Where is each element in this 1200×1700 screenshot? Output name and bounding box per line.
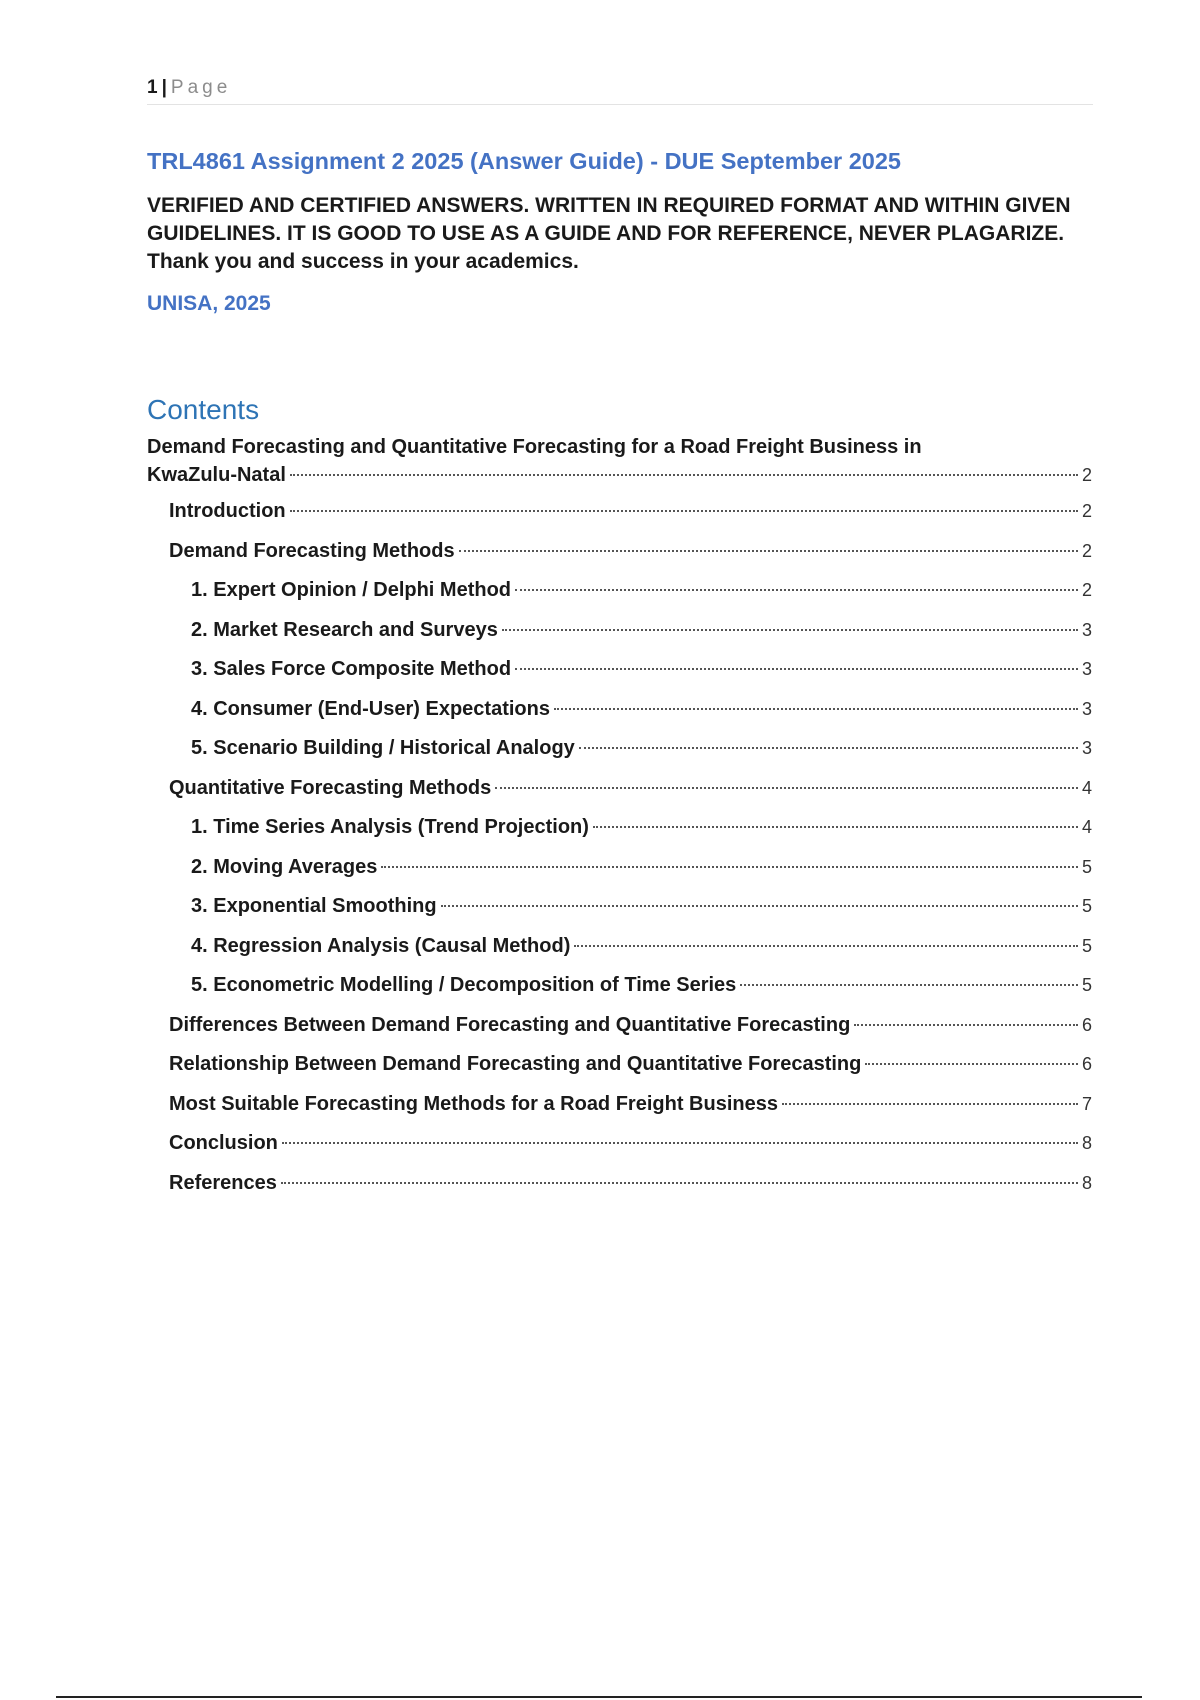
dot-leader [865, 1063, 1078, 1065]
dot-leader [782, 1103, 1078, 1105]
toc-entry-expert-opinion[interactable] [147, 570, 1092, 610]
toc-entry-label: 3. Exponential Smoothing [191, 895, 437, 917]
toc-entry-label: Most Suitable Forecasting Methods for a Road Freight Business [169, 1092, 778, 1115]
toc-entry-label: 5. Econometric Modelling / Decomposition of Time Series [191, 974, 737, 996]
dot-leader [515, 668, 1078, 670]
toc-entry-exponential-smoothing[interactable] [147, 886, 1092, 926]
toc-page-number: 5 [1081, 856, 1092, 877]
toc-entry-regression-analysis[interactable] [147, 926, 1092, 966]
dot-leader [740, 984, 1078, 986]
toc-page-number: 7 [1081, 1093, 1092, 1114]
toc-entry-label: 1. Time Series Analysis (Trend Projection) [191, 816, 589, 838]
dot-leader [574, 945, 1078, 947]
toc-entry-label: Demand Forecasting Methods [169, 539, 455, 562]
document-notice: VERIFIED AND CERTIFIED ANSWERS. WRITTEN IN REQUIRED FORMAT AND WITHIN GIVEN GUIDELINES. IT IS GOOD TO USE AS A GUIDE AND FOR REFERENCE, NEVER PLAGARIZE. Thank you and success in your academics. [147, 194, 1071, 273]
toc-entry-demand-forecasting-methods[interactable] [147, 531, 1092, 571]
toc-page-number: 3 [1081, 698, 1092, 719]
toc-entry-market-research[interactable] [147, 610, 1092, 650]
toc-entry-label: 5. Scenario Building / Historical Analogy [191, 737, 575, 759]
toc-entry-label: 4. Regression Analysis (Causal Method) [191, 934, 571, 957]
toc-entry-label: 3. Sales Force Composite Method [191, 658, 512, 680]
toc-entry-consumer-expectations[interactable] [147, 689, 1092, 729]
toc-page-number: 3 [1081, 738, 1092, 758]
toc-entry-differences[interactable] [147, 1005, 1092, 1045]
dot-leader [290, 474, 1078, 476]
dot-leader [502, 629, 1078, 631]
toc-entry-time-series-analysis[interactable] [147, 807, 1092, 847]
toc-entry-label: References [169, 1171, 277, 1194]
page-header [147, 76, 1093, 105]
toc-page-number: 6 [1081, 1014, 1092, 1035]
toc-page-number: 4 [1081, 777, 1092, 798]
dot-leader [854, 1024, 1078, 1026]
toc-entry-sales-force-composite[interactable] [147, 649, 1092, 689]
toc-entry-scenario-building[interactable] [147, 728, 1092, 768]
dot-leader [495, 787, 1078, 789]
toc-page-number: 5 [1081, 935, 1092, 956]
toc-entry-label: Relationship Between Demand Forecasting and Quantitative Forecasting [169, 1053, 862, 1075]
toc-entry-main-line2: KwaZulu-Natal [147, 464, 286, 486]
toc-entry-moving-averages[interactable] [147, 847, 1092, 887]
toc-entry-most-suitable-methods[interactable] [147, 1084, 1092, 1124]
toc-entry-main-line1: Demand Forecasting and Quantitative Forecasting for a Road Freight Business in [147, 436, 922, 458]
dot-leader [593, 826, 1078, 828]
toc-entry-label: Differences Between Demand Forecasting and Quantitative Forecasting [169, 1013, 851, 1036]
toc-page-number: 3 [1081, 619, 1092, 640]
dot-leader [515, 589, 1078, 591]
page-separator: | [161, 77, 167, 98]
toc-page-number: 6 [1081, 1054, 1092, 1074]
toc-page-number: 3 [1081, 659, 1092, 679]
dot-leader [290, 510, 1078, 512]
table-of-contents [147, 433, 1092, 1202]
page-number: 1 [147, 77, 158, 98]
toc-page-number: 2 [1081, 540, 1092, 561]
toc-page-number: 2 [1081, 580, 1092, 600]
toc-entry-label: 1. Expert Opinion / Delphi Method [191, 579, 512, 601]
dot-leader [282, 1142, 1078, 1144]
toc-entry-label: Conclusion [169, 1132, 278, 1154]
document-title: TRL4861 Assignment 2 2025 (Answer Guide) - DUE September 2025 [147, 148, 901, 174]
dot-leader [281, 1182, 1078, 1184]
toc-entry-label: 2. Market Research and Surveys [191, 618, 498, 641]
toc-entry-label: 2. Moving Averages [191, 855, 378, 878]
dot-leader [459, 550, 1078, 552]
dot-leader [441, 905, 1078, 907]
toc-entry-label: Introduction [169, 500, 286, 522]
toc-page-number: 5 [1081, 975, 1092, 995]
toc-entry-label: Quantitative Forecasting Methods [169, 776, 492, 799]
toc-page-number: 5 [1081, 896, 1092, 916]
toc-entry-introduction[interactable] [147, 491, 1092, 531]
dot-leader [579, 747, 1078, 749]
toc-entry-conclusion[interactable] [147, 1123, 1092, 1163]
toc-entry-relationship[interactable] [147, 1044, 1092, 1084]
toc-page-number: 4 [1081, 817, 1092, 837]
toc-entry-econometric-modelling[interactable] [147, 965, 1092, 1005]
institution-line: UNISA, 2025 [147, 292, 271, 315]
toc-entry-references[interactable] [147, 1163, 1092, 1203]
page-word: Page [170, 77, 232, 98]
toc-page-number: 2 [1081, 465, 1092, 485]
toc-page-number: 2 [1081, 501, 1092, 521]
toc-page-number: 8 [1081, 1172, 1092, 1193]
toc-page-number: 8 [1081, 1133, 1092, 1153]
dot-leader [554, 708, 1078, 710]
toc-entry-main[interactable] [147, 433, 1092, 491]
footer-rule [56, 1696, 1142, 1698]
toc-entry-quantitative-forecasting-methods[interactable] [147, 768, 1092, 808]
contents-heading: Contents [147, 394, 260, 425]
toc-entry-label: 4. Consumer (End-User) Expectations [191, 697, 550, 720]
dot-leader [381, 866, 1078, 868]
